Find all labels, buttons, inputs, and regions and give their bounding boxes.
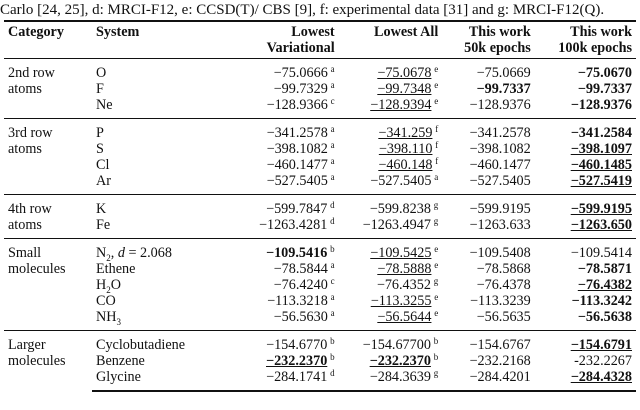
results-table bbox=[4, 20, 636, 392]
system-cell: Ethene bbox=[96, 261, 136, 277]
lowest-all-cell: −99.7348 $^e$ bbox=[377, 80, 439, 97]
category-cell: 4th row atoms bbox=[4, 195, 92, 239]
this-work-50k-cell: −78.5868 bbox=[476, 261, 531, 277]
system-cell: $N_2$, d = 2.068 bbox=[92, 239, 235, 262]
reference-marker: f bbox=[435, 156, 439, 166]
lowest-all-cell: −78.5888 $^e$ bbox=[377, 260, 439, 277]
lowest-variational-cell: −232.2370 $^b$ bbox=[266, 352, 335, 369]
lowest-variational-cell: −284.1741 $^d$ bbox=[235, 369, 339, 391]
this-work-100k-cell: −76.4382 bbox=[577, 277, 632, 293]
reference-marker: a bbox=[330, 140, 335, 150]
table-row bbox=[4, 261, 636, 277]
reference-marker: f bbox=[435, 140, 439, 150]
lowest-variational-cell: −1263.4281 $^d$ bbox=[258, 216, 335, 233]
this-work-50k-cell: −599.9195 bbox=[442, 195, 534, 218]
lowest-variational-cell: −109.5416 $^b$ bbox=[235, 239, 339, 262]
system-cell: K bbox=[92, 195, 235, 218]
this-work-100k-cell: −128.9376 bbox=[570, 97, 632, 113]
table-row bbox=[4, 217, 636, 239]
this-work-100k-cell: −599.9195 bbox=[535, 195, 636, 218]
reference-marker: e bbox=[434, 260, 439, 270]
reference-marker: b bbox=[330, 336, 335, 346]
system-cell: P bbox=[92, 119, 235, 142]
lowest-variational-cell: −113.3218 $^a$ bbox=[267, 292, 335, 309]
reference-marker: b bbox=[330, 244, 335, 254]
lowest-all-cell: −76.4352 $^g$ bbox=[376, 276, 439, 293]
lowest-all-cell: −109.5425 $^e$ bbox=[339, 239, 443, 262]
lowest-all-cell: −113.3255 $^e$ bbox=[370, 292, 439, 309]
table-row bbox=[4, 353, 636, 369]
reference-marker: c bbox=[330, 96, 335, 106]
table-row bbox=[4, 173, 636, 195]
this-work-100k-cell: −113.3242 bbox=[571, 293, 632, 309]
reference-marker: a bbox=[434, 172, 439, 182]
header-this-work-100k: This work 100k epochs bbox=[535, 21, 636, 59]
lowest-variational-cell: −75.0666 $^a$ bbox=[235, 59, 339, 82]
reference-marker: f bbox=[435, 124, 439, 134]
system-cell: F bbox=[96, 81, 104, 97]
reference-marker: e bbox=[434, 244, 439, 254]
table-row bbox=[4, 141, 636, 157]
this-work-100k-cell: −75.0670 bbox=[535, 59, 636, 82]
lowest-all-cell: −154.67700 $^b$ bbox=[339, 331, 443, 354]
this-work-100k-cell: −1263.650 bbox=[570, 217, 632, 233]
this-work-50k-cell: −284.4201 bbox=[442, 369, 534, 391]
table-row bbox=[4, 309, 636, 331]
reference-marker: a bbox=[330, 292, 335, 302]
category-cell: 2nd row atoms bbox=[4, 59, 92, 119]
system-cell: Benzene bbox=[96, 353, 145, 369]
lowest-variational-cell: −56.5630 $^a$ bbox=[273, 308, 335, 325]
this-work-50k-cell: −76.4378 bbox=[476, 277, 531, 293]
system-cell: O bbox=[92, 59, 235, 82]
system-cell: $H_2O$ bbox=[96, 277, 121, 295]
lowest-variational-cell: −341.2578 $^a$ bbox=[235, 119, 339, 142]
this-work-50k-cell: −460.1477 bbox=[469, 157, 531, 173]
lowest-all-cell: −341.259 $^f$ bbox=[339, 119, 443, 142]
this-work-50k-cell: −113.3239 bbox=[470, 293, 531, 309]
table-row bbox=[4, 119, 636, 142]
lowest-variational-cell: −460.1477 $^a$ bbox=[266, 156, 335, 173]
header-lowest-variational: Lowest Variational bbox=[235, 21, 339, 59]
lowest-variational-cell: −99.7329 $^a$ bbox=[273, 80, 335, 97]
this-work-50k-cell: −154.6767 bbox=[442, 331, 534, 354]
reference-marker: b bbox=[433, 336, 439, 346]
reference-marker: e bbox=[434, 64, 439, 74]
this-work-100k-cell: -232.2267 bbox=[574, 353, 632, 369]
table-row bbox=[4, 239, 636, 262]
reference-marker: a bbox=[330, 172, 335, 182]
table-row bbox=[4, 369, 636, 391]
lowest-variational-cell: −398.1082 $^a$ bbox=[266, 140, 335, 157]
category-cell: 3rd row atoms bbox=[4, 119, 92, 195]
reference-marker: e bbox=[434, 80, 439, 90]
table-row bbox=[4, 293, 636, 309]
this-work-100k-cell: −154.6791 bbox=[535, 331, 636, 354]
lowest-all-cell: −398.110 $^f$ bbox=[378, 140, 439, 157]
this-work-50k-cell: −99.7337 bbox=[476, 81, 531, 97]
lowest-variational-cell: −76.4240 $^c$ bbox=[273, 276, 335, 293]
header-system: System bbox=[92, 21, 235, 59]
table-caption: Carlo [24, 25], d: MRCI-F12, e: CCSD(T)/ CBS [9], f: experimental data [31] and g: MRCI-F12(Q). bbox=[0, 2, 605, 18]
table-row bbox=[4, 195, 636, 218]
this-work-50k-cell: −1263.633 bbox=[469, 217, 531, 233]
reference-marker: a bbox=[330, 156, 335, 166]
reference-marker: c bbox=[330, 276, 335, 286]
system-cell: S bbox=[96, 141, 104, 157]
lowest-all-cell: −75.0678 $^e$ bbox=[339, 59, 443, 82]
system-cell: $NH_3$ bbox=[96, 309, 121, 327]
header-lowest-all: Lowest All bbox=[339, 21, 443, 59]
reference-marker: a bbox=[330, 64, 335, 74]
reference-marker: d bbox=[330, 200, 335, 210]
system-cell: Ne bbox=[96, 97, 113, 113]
table-row bbox=[4, 277, 636, 293]
lowest-variational-cell: −599.7847 $^d$ bbox=[235, 195, 339, 218]
reference-marker: g bbox=[433, 200, 439, 210]
header-category: Category bbox=[4, 21, 92, 59]
reference-marker: g bbox=[433, 276, 439, 286]
this-work-50k-cell: −398.1082 bbox=[469, 141, 531, 157]
reference-marker: g bbox=[433, 368, 439, 378]
reference-marker: d bbox=[330, 368, 335, 378]
this-work-100k-cell: −460.1485 bbox=[570, 157, 632, 173]
lowest-variational-cell: −527.5405 $^a$ bbox=[266, 172, 335, 189]
table-row bbox=[4, 331, 636, 354]
this-work-50k-cell: −128.9376 bbox=[469, 97, 531, 113]
system-cell: CO bbox=[96, 293, 116, 309]
this-work-100k-cell: −398.1097 bbox=[570, 141, 632, 157]
this-work-50k-cell: −109.5408 bbox=[442, 239, 534, 262]
lowest-all-cell: −128.9394 $^e$ bbox=[370, 96, 439, 113]
this-work-50k-cell: −56.5635 bbox=[476, 309, 531, 325]
lowest-all-cell: −460.148 $^f$ bbox=[378, 156, 439, 173]
this-work-100k-cell: −56.5638 bbox=[577, 309, 632, 325]
this-work-50k-cell: −527.5405 bbox=[469, 173, 531, 189]
reference-marker: a bbox=[330, 124, 335, 134]
lowest-all-cell: −56.5644 $^e$ bbox=[377, 308, 439, 325]
this-work-100k-cell: −341.2584 bbox=[535, 119, 636, 142]
lowest-variational-cell: −78.5844 $^a$ bbox=[273, 260, 335, 277]
reference-marker: g bbox=[433, 216, 439, 226]
table-row bbox=[4, 81, 636, 97]
table-body bbox=[4, 59, 636, 392]
this-work-50k-cell: −341.2578 bbox=[442, 119, 534, 142]
category-cell: Small molecules bbox=[4, 239, 92, 331]
lowest-all-cell: −232.2370 $^b$ bbox=[369, 352, 439, 369]
this-work-100k-cell: −527.5419 bbox=[570, 173, 632, 189]
header-row bbox=[4, 21, 636, 59]
system-cell: Cyclobutadiene bbox=[92, 331, 235, 354]
system-cell: Glycine bbox=[92, 369, 235, 391]
system-cell: Ar bbox=[96, 173, 111, 189]
reference-marker: a bbox=[330, 260, 335, 270]
system-cell: Cl bbox=[96, 157, 110, 173]
lowest-all-cell: −599.8238 $^g$ bbox=[339, 195, 443, 218]
this-work-50k-cell: −232.2168 bbox=[469, 353, 531, 369]
reference-marker: b bbox=[330, 352, 335, 362]
reference-marker: e bbox=[434, 292, 439, 302]
lowest-all-cell: −284.3639 $^g$ bbox=[339, 369, 443, 391]
lowest-variational-cell: −154.6770 $^b$ bbox=[235, 331, 339, 354]
this-work-100k-cell: −99.7337 bbox=[577, 81, 632, 97]
reference-marker: d bbox=[330, 216, 335, 226]
reference-marker: a bbox=[330, 308, 335, 318]
table-row bbox=[4, 59, 636, 82]
this-work-100k-cell: −78.5871 bbox=[577, 261, 632, 277]
header-this-work-50k: This work 50k epochs bbox=[442, 21, 534, 59]
this-work-50k-cell: −75.0669 bbox=[442, 59, 534, 82]
reference-marker: a bbox=[330, 80, 335, 90]
reference-marker: e bbox=[434, 308, 439, 318]
reference-marker: e bbox=[434, 96, 439, 106]
table-row bbox=[4, 157, 636, 173]
reference-marker: b bbox=[433, 352, 439, 362]
lowest-variational-cell: −128.9366 $^c$ bbox=[266, 96, 335, 113]
this-work-100k-cell: −109.5414 bbox=[535, 239, 636, 262]
lowest-all-cell: −527.5405 $^a$ bbox=[370, 172, 439, 189]
category-cell: Larger molecules bbox=[4, 331, 92, 392]
this-work-100k-cell: −284.4328 bbox=[535, 369, 636, 391]
lowest-all-cell: −1263.4947 $^g$ bbox=[362, 216, 439, 233]
system-cell: Fe bbox=[96, 217, 111, 233]
table-row bbox=[4, 97, 636, 119]
